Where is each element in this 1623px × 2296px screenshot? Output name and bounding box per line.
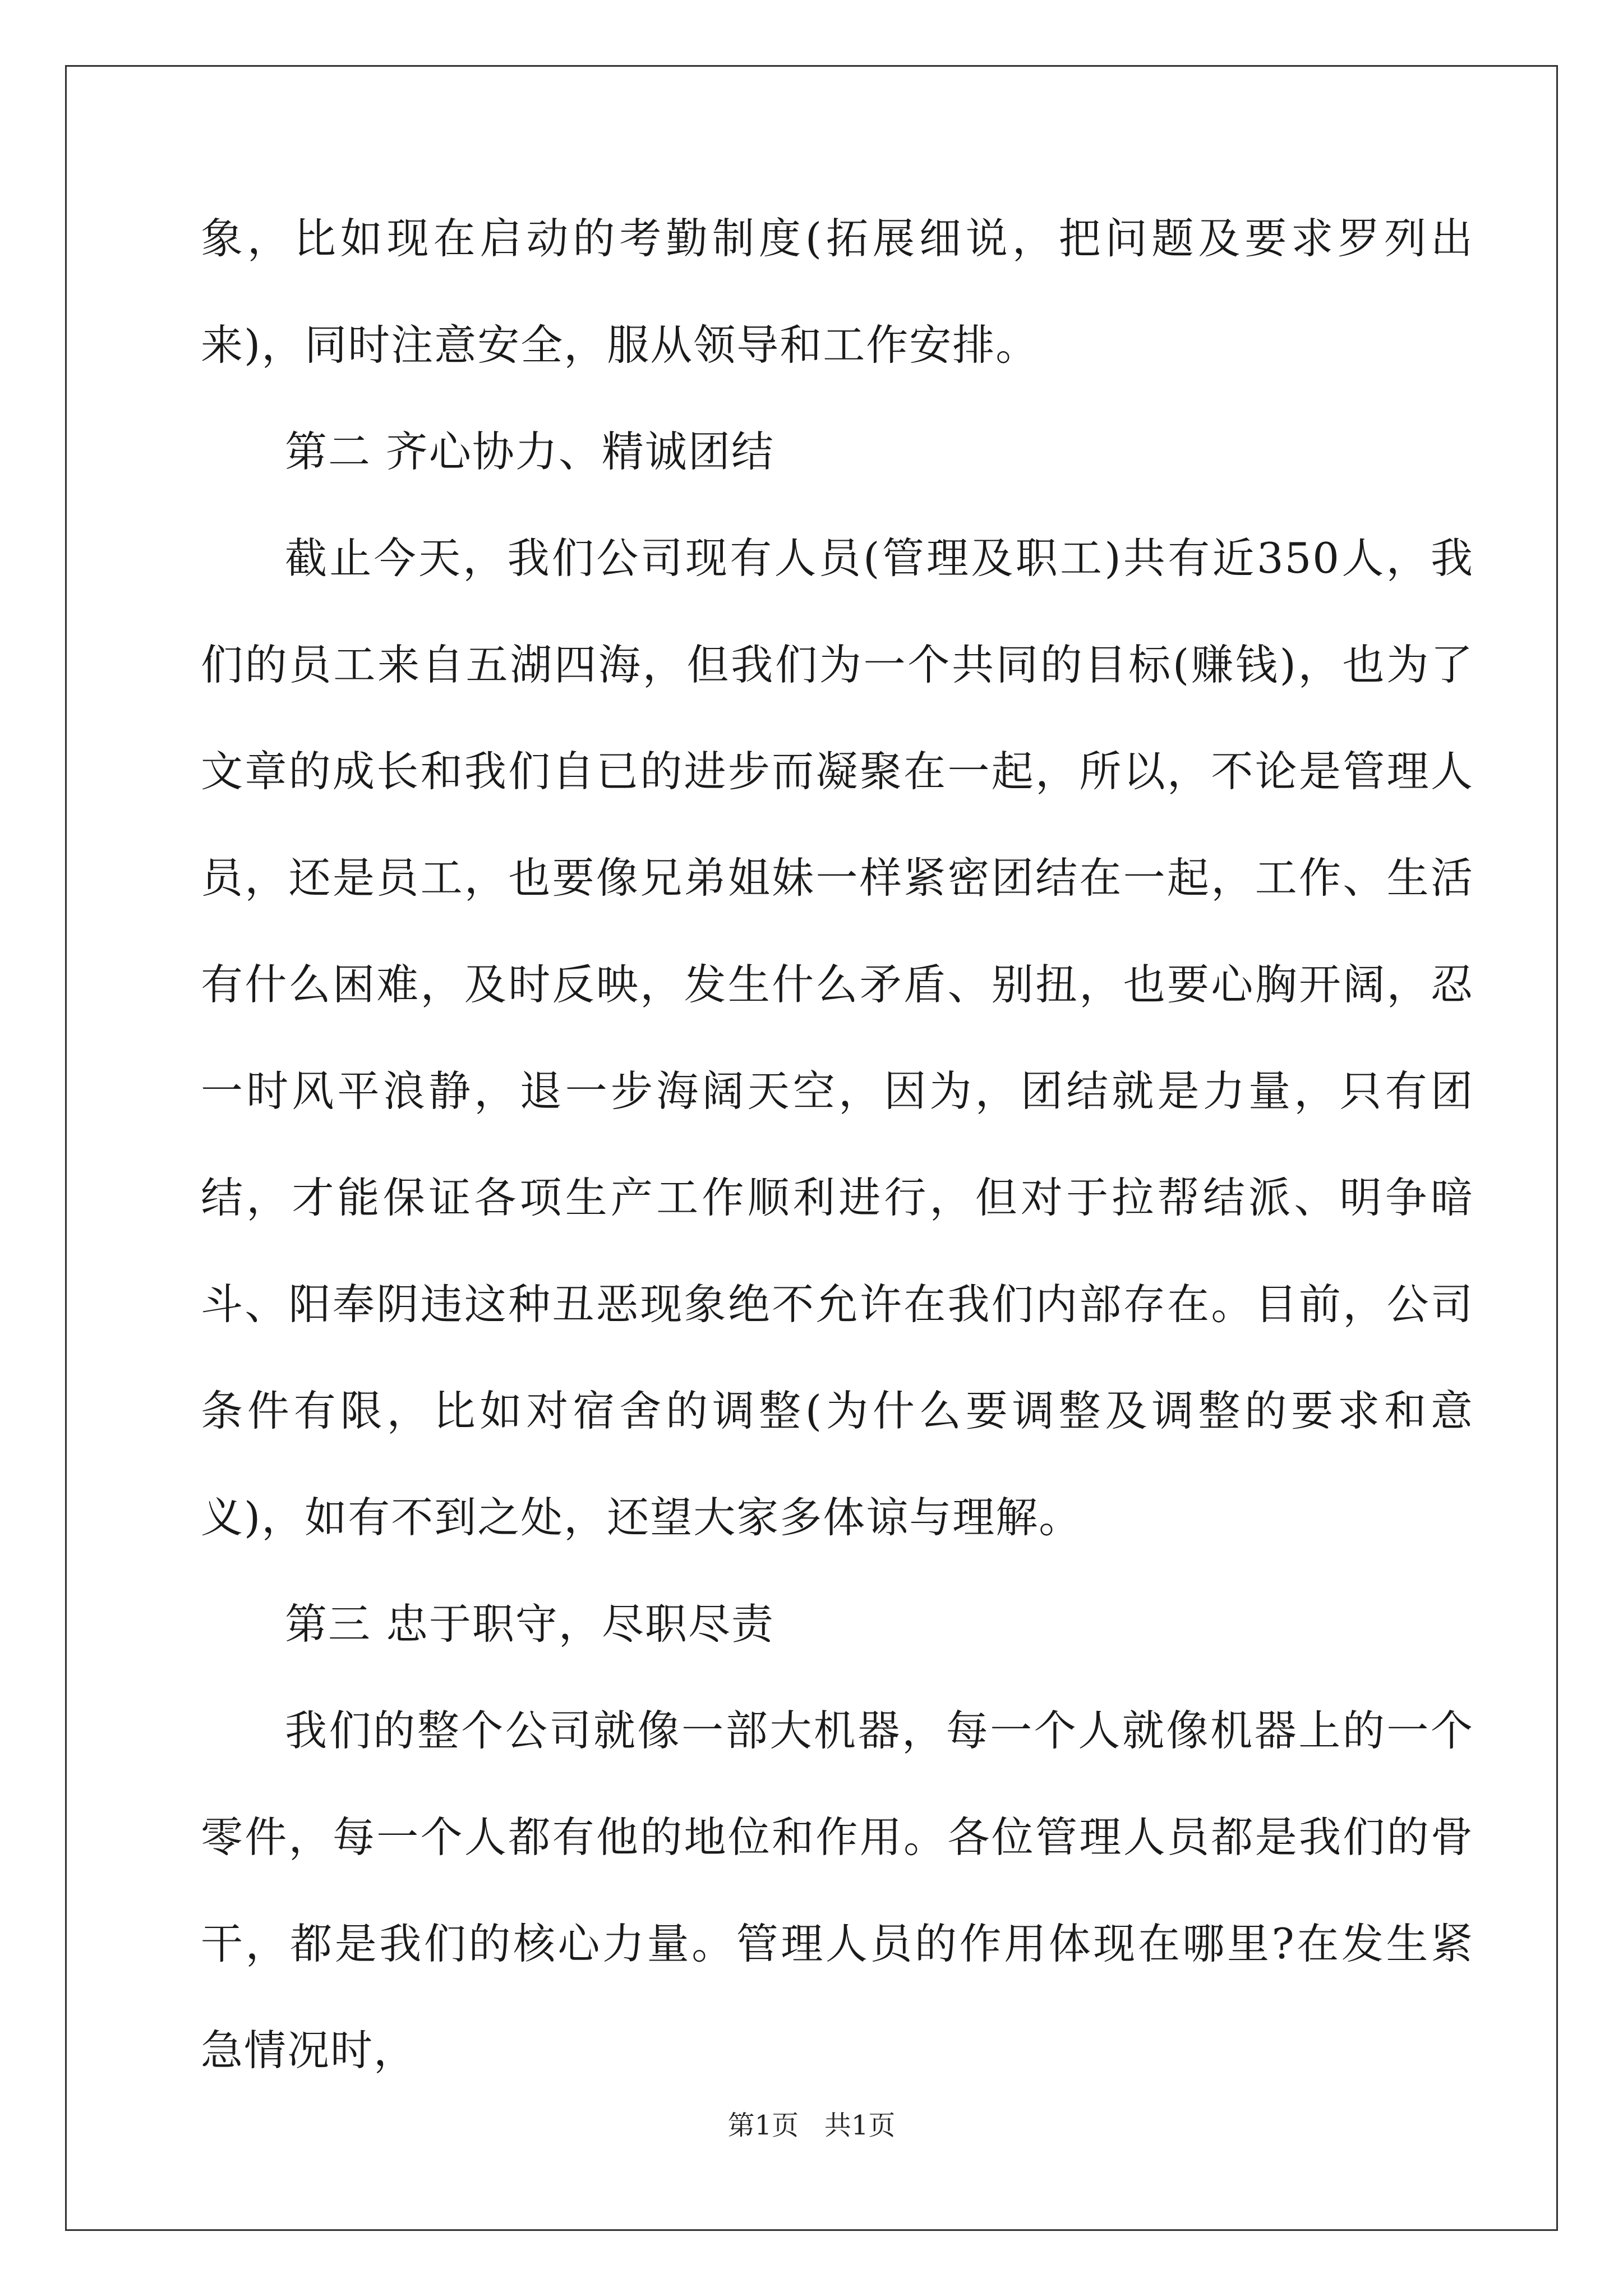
- page-footer: [0, 2104, 1623, 2142]
- document-body: [201, 185, 1474, 2104]
- page-number: 第1页: [727, 2110, 799, 2141]
- paragraph-continuation: 象，比如现在启动的考勤制度(拓展细说，把问题及要求罗列出来)，同时注意安全，服从领导和工作安排。: [201, 214, 1474, 370]
- paragraph-unity: 截止今天，我们公司现有人员(管理及职工)共有近350人，我们的员工来自五湖四海，但我们为一个共同的目标(赚钱)，也为了文章的成长和我们自已的进步而凝聚在一起，所以，不论是管理人员，还是员工，也要像兄弟姐妹一样紧密团结在一起，工作、生活有什么困难，及时反映，发生什么矛盾、别扭，也要心胸开阔，忍一时风平浪静，退一步海阔天空，因为，团结就是力量，只有团结，才能保证各项生产工作顺利进行，但对于拉帮结派、明争暗斗、阳奉阴违这种丑恶现象绝不允许在我们内部存在。目前，公司条件有限，比如对宿舍的调整(为什么要调整及调整的要求和意义)，如有不到之处，还望大家多体谅与理解。: [201, 533, 1474, 1542]
- paragraph-duty: 我们的整个公司就像一部大机器，每一个人就像机器上的一个零件，每一个人都有他的地位和作用。各位管理人员都是我们的骨干，都是我们的核心力量。管理人员的作用体现在哪里?在发生紧急情况时，: [201, 1706, 1474, 2075]
- page-total: 共1页: [824, 2110, 896, 2141]
- section-heading-2: 第二 齐心协力、精诚团结: [285, 427, 774, 476]
- section-heading-3: 第三 忠于职守，尽职尽责: [285, 1599, 774, 1649]
